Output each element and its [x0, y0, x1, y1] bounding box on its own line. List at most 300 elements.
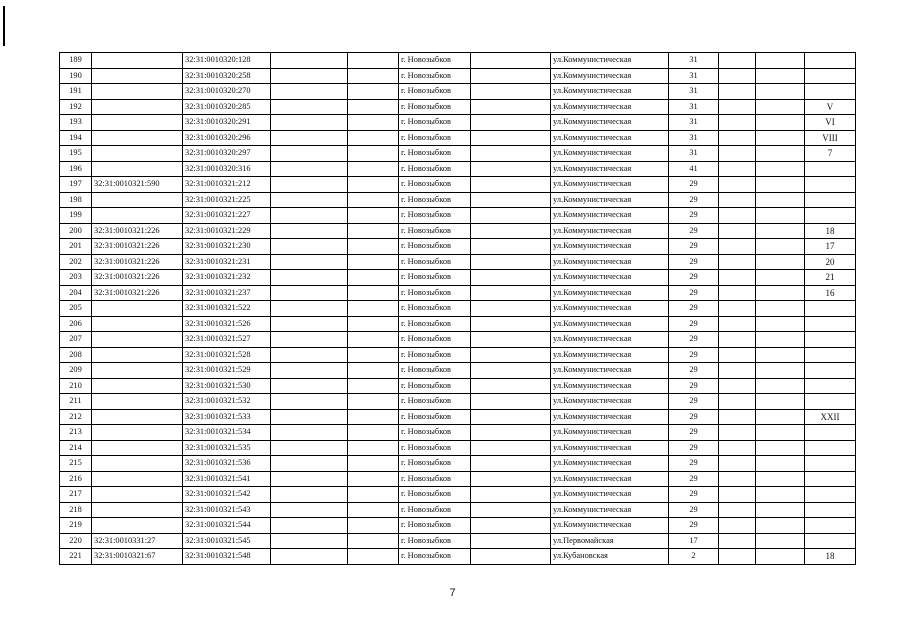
- empty-cell: [719, 487, 756, 503]
- empty-cell: [756, 425, 805, 441]
- empty-cell: [756, 394, 805, 410]
- city-cell: г. Новозыбков: [399, 99, 471, 115]
- previous-cadastral-number-cell: [92, 347, 183, 363]
- city-cell: г. Новозыбков: [399, 363, 471, 379]
- empty-cell: [271, 161, 348, 177]
- empty-cell: [348, 254, 399, 270]
- house-number-cell: 29: [669, 518, 719, 534]
- previous-cadastral-number-cell: [92, 363, 183, 379]
- row-number-cell: 191: [60, 84, 92, 100]
- city-cell: г. Новозыбков: [399, 177, 471, 193]
- premises-number-cell: [805, 301, 856, 317]
- empty-cell: [271, 518, 348, 534]
- table-row: [60, 53, 856, 69]
- premises-number-cell: [805, 192, 856, 208]
- cadastral-number-cell: 32:31:0010321:532: [183, 394, 271, 410]
- premises-number-cell: [805, 378, 856, 394]
- empty-cell: [271, 84, 348, 100]
- cadastral-number-cell: 32:31:0010321:232: [183, 270, 271, 286]
- city-cell: г. Новозыбков: [399, 440, 471, 456]
- empty-cell: [719, 363, 756, 379]
- empty-cell: [719, 332, 756, 348]
- city-cell: г. Новозыбков: [399, 409, 471, 425]
- empty-cell: [348, 68, 399, 84]
- row-number-cell: 203: [60, 270, 92, 286]
- previous-cadastral-number-cell: [92, 84, 183, 100]
- empty-cell: [348, 115, 399, 131]
- cadastral-number-cell: 32:31:0010320:128: [183, 53, 271, 69]
- empty-cell: [756, 285, 805, 301]
- empty-cell: [271, 254, 348, 270]
- house-number-cell: 29: [669, 270, 719, 286]
- empty-cell: [348, 549, 399, 565]
- cadastral-number-cell: 32:31:0010321:542: [183, 487, 271, 503]
- empty-cell: [756, 208, 805, 224]
- row-number-cell: 206: [60, 316, 92, 332]
- empty-cell: [271, 115, 348, 131]
- empty-cell: [719, 518, 756, 534]
- table-row: [60, 332, 856, 348]
- empty-cell: [348, 456, 399, 472]
- cadastral-number-cell: 32:31:0010321:543: [183, 502, 271, 518]
- cadastral-number-cell: 32:31:0010321:534: [183, 425, 271, 441]
- empty-cell: [471, 239, 551, 255]
- empty-cell: [271, 425, 348, 441]
- empty-cell: [471, 192, 551, 208]
- empty-cell: [471, 115, 551, 131]
- previous-cadastral-number-cell: [92, 146, 183, 162]
- empty-cell: [348, 239, 399, 255]
- empty-cell: [348, 208, 399, 224]
- house-number-cell: 17: [669, 533, 719, 549]
- empty-cell: [756, 440, 805, 456]
- empty-cell: [271, 208, 348, 224]
- house-number-cell: 29: [669, 487, 719, 503]
- cadastral-number-cell: 32:31:0010321:548: [183, 549, 271, 565]
- city-cell: г. Новозыбков: [399, 192, 471, 208]
- street-cell: ул.Коммунистическая: [551, 177, 669, 193]
- previous-cadastral-number-cell: [92, 161, 183, 177]
- empty-cell: [756, 502, 805, 518]
- city-cell: г. Новозыбков: [399, 53, 471, 69]
- row-number-cell: 192: [60, 99, 92, 115]
- premises-number-cell: [805, 425, 856, 441]
- empty-cell: [471, 549, 551, 565]
- premises-number-cell: 21: [805, 270, 856, 286]
- premises-number-cell: [805, 471, 856, 487]
- empty-cell: [271, 68, 348, 84]
- cadastral-number-cell: 32:31:0010321:522: [183, 301, 271, 317]
- row-number-cell: 211: [60, 394, 92, 410]
- empty-cell: [348, 285, 399, 301]
- table-row: [60, 130, 856, 146]
- empty-cell: [719, 130, 756, 146]
- empty-cell: [348, 192, 399, 208]
- city-cell: г. Новозыбков: [399, 394, 471, 410]
- previous-cadastral-number-cell: [92, 409, 183, 425]
- cadastral-number-cell: 32:31:0010321:530: [183, 378, 271, 394]
- table-row: [60, 161, 856, 177]
- empty-cell: [348, 316, 399, 332]
- empty-cell: [719, 440, 756, 456]
- city-cell: г. Новозыбков: [399, 502, 471, 518]
- house-number-cell: 29: [669, 192, 719, 208]
- cadastral-number-cell: 32:31:0010321:212: [183, 177, 271, 193]
- street-cell: ул.Коммунистическая: [551, 68, 669, 84]
- empty-cell: [719, 270, 756, 286]
- empty-cell: [719, 53, 756, 69]
- city-cell: г. Новозыбков: [399, 549, 471, 565]
- row-number-cell: 208: [60, 347, 92, 363]
- street-cell: ул.Коммунистическая: [551, 409, 669, 425]
- empty-cell: [271, 394, 348, 410]
- street-cell: ул.Первомайская: [551, 533, 669, 549]
- empty-cell: [756, 223, 805, 239]
- street-cell: ул.Коммунистическая: [551, 316, 669, 332]
- row-number-cell: 198: [60, 192, 92, 208]
- empty-cell: [271, 533, 348, 549]
- premises-number-cell: 16: [805, 285, 856, 301]
- city-cell: г. Новозыбков: [399, 332, 471, 348]
- table-row: [60, 363, 856, 379]
- empty-cell: [471, 161, 551, 177]
- previous-cadastral-number-cell: [92, 425, 183, 441]
- empty-cell: [348, 146, 399, 162]
- cadastral-number-cell: 32:31:0010320:296: [183, 130, 271, 146]
- empty-cell: [719, 254, 756, 270]
- house-number-cell: 31: [669, 99, 719, 115]
- empty-cell: [756, 99, 805, 115]
- previous-cadastral-number-cell: [92, 316, 183, 332]
- street-cell: ул.Коммунистическая: [551, 487, 669, 503]
- city-cell: г. Новозыбков: [399, 533, 471, 549]
- empty-cell: [348, 270, 399, 286]
- street-cell: ул.Коммунистическая: [551, 394, 669, 410]
- row-number-cell: 209: [60, 363, 92, 379]
- empty-cell: [348, 487, 399, 503]
- premises-number-cell: [805, 347, 856, 363]
- empty-cell: [348, 99, 399, 115]
- table-row: [60, 146, 856, 162]
- city-cell: г. Новозыбков: [399, 84, 471, 100]
- empty-cell: [719, 115, 756, 131]
- row-number-cell: 195: [60, 146, 92, 162]
- table-row: [60, 208, 856, 224]
- cadastral-number-cell: 32:31:0010321:544: [183, 518, 271, 534]
- street-cell: ул.Коммунистическая: [551, 347, 669, 363]
- premises-number-cell: [805, 363, 856, 379]
- house-number-cell: 29: [669, 177, 719, 193]
- city-cell: г. Новозыбков: [399, 425, 471, 441]
- premises-number-cell: [805, 161, 856, 177]
- premises-number-cell: [805, 68, 856, 84]
- premises-number-cell: 18: [805, 223, 856, 239]
- empty-cell: [719, 177, 756, 193]
- house-number-cell: 29: [669, 208, 719, 224]
- empty-cell: [756, 161, 805, 177]
- table-row: [60, 285, 856, 301]
- house-number-cell: 31: [669, 53, 719, 69]
- previous-cadastral-number-cell: [92, 471, 183, 487]
- house-number-cell: 29: [669, 332, 719, 348]
- empty-cell: [719, 378, 756, 394]
- house-number-cell: 29: [669, 378, 719, 394]
- street-cell: ул.Коммунистическая: [551, 301, 669, 317]
- cadastral-number-cell: 32:31:0010321:541: [183, 471, 271, 487]
- empty-cell: [719, 192, 756, 208]
- city-cell: г. Новозыбков: [399, 487, 471, 503]
- empty-cell: [348, 471, 399, 487]
- table-row: [60, 254, 856, 270]
- house-number-cell: 29: [669, 394, 719, 410]
- empty-cell: [719, 533, 756, 549]
- cadastral-number-cell: 32:31:0010321:545: [183, 533, 271, 549]
- empty-cell: [471, 347, 551, 363]
- row-number-cell: 221: [60, 549, 92, 565]
- table-row: [60, 378, 856, 394]
- previous-cadastral-number-cell: 32:31:0010321:226: [92, 223, 183, 239]
- street-cell: ул.Коммунистическая: [551, 223, 669, 239]
- empty-cell: [348, 533, 399, 549]
- empty-cell: [471, 285, 551, 301]
- previous-cadastral-number-cell: [92, 53, 183, 69]
- row-number-cell: 202: [60, 254, 92, 270]
- previous-cadastral-number-cell: [92, 68, 183, 84]
- previous-cadastral-number-cell: 32:31:0010321:226: [92, 270, 183, 286]
- empty-cell: [271, 301, 348, 317]
- house-number-cell: 31: [669, 130, 719, 146]
- empty-cell: [756, 84, 805, 100]
- empty-cell: [471, 533, 551, 549]
- empty-cell: [271, 99, 348, 115]
- previous-cadastral-number-cell: [92, 192, 183, 208]
- empty-cell: [471, 425, 551, 441]
- table-row: [60, 115, 856, 131]
- cadastral-number-cell: 32:31:0010321:535: [183, 440, 271, 456]
- empty-cell: [471, 254, 551, 270]
- row-number-cell: 193: [60, 115, 92, 131]
- empty-cell: [756, 146, 805, 162]
- street-cell: ул.Коммунистическая: [551, 192, 669, 208]
- city-cell: г. Новозыбков: [399, 208, 471, 224]
- premises-number-cell: [805, 487, 856, 503]
- empty-cell: [348, 301, 399, 317]
- street-cell: ул.Коммунистическая: [551, 440, 669, 456]
- premises-number-cell: VI: [805, 115, 856, 131]
- empty-cell: [471, 332, 551, 348]
- row-number-cell: 196: [60, 161, 92, 177]
- empty-cell: [756, 270, 805, 286]
- premises-number-cell: VIII: [805, 130, 856, 146]
- empty-cell: [756, 192, 805, 208]
- street-cell: ул.Кубановская: [551, 549, 669, 565]
- row-number-cell: 214: [60, 440, 92, 456]
- empty-cell: [348, 53, 399, 69]
- empty-cell: [471, 409, 551, 425]
- table-row: [60, 518, 856, 534]
- empty-cell: [756, 239, 805, 255]
- row-number-cell: 218: [60, 502, 92, 518]
- street-cell: ул.Коммунистическая: [551, 425, 669, 441]
- table-row: [60, 471, 856, 487]
- empty-cell: [271, 130, 348, 146]
- previous-cadastral-number-cell: 32:31:0010321:226: [92, 239, 183, 255]
- row-number-cell: 201: [60, 239, 92, 255]
- empty-cell: [756, 347, 805, 363]
- empty-cell: [471, 99, 551, 115]
- row-number-cell: 219: [60, 518, 92, 534]
- house-number-cell: 29: [669, 301, 719, 317]
- empty-cell: [348, 440, 399, 456]
- street-cell: ул.Коммунистическая: [551, 285, 669, 301]
- table-row: [60, 223, 856, 239]
- street-cell: ул.Коммунистическая: [551, 208, 669, 224]
- empty-cell: [271, 285, 348, 301]
- cadastral-number-cell: 32:31:0010320:316: [183, 161, 271, 177]
- empty-cell: [756, 549, 805, 565]
- empty-cell: [271, 409, 348, 425]
- empty-cell: [271, 316, 348, 332]
- previous-cadastral-number-cell: [92, 378, 183, 394]
- empty-cell: [271, 239, 348, 255]
- cadastral-number-cell: 32:31:0010321:237: [183, 285, 271, 301]
- empty-cell: [348, 518, 399, 534]
- street-cell: ул.Коммунистическая: [551, 254, 669, 270]
- empty-cell: [719, 146, 756, 162]
- empty-cell: [719, 409, 756, 425]
- previous-cadastral-number-cell: [92, 301, 183, 317]
- premises-number-cell: [805, 53, 856, 69]
- empty-cell: [471, 487, 551, 503]
- empty-cell: [756, 177, 805, 193]
- house-number-cell: 29: [669, 409, 719, 425]
- house-number-cell: 41: [669, 161, 719, 177]
- house-number-cell: 29: [669, 347, 719, 363]
- empty-cell: [719, 223, 756, 239]
- empty-cell: [719, 502, 756, 518]
- row-number-cell: 204: [60, 285, 92, 301]
- premises-number-cell: 20: [805, 254, 856, 270]
- street-cell: ул.Коммунистическая: [551, 84, 669, 100]
- cadastral-number-cell: 32:31:0010321:529: [183, 363, 271, 379]
- street-cell: ул.Коммунистическая: [551, 502, 669, 518]
- street-cell: ул.Коммунистическая: [551, 239, 669, 255]
- house-number-cell: 29: [669, 316, 719, 332]
- row-number-cell: 213: [60, 425, 92, 441]
- empty-cell: [756, 456, 805, 472]
- row-number-cell: 215: [60, 456, 92, 472]
- row-number-cell: 207: [60, 332, 92, 348]
- premises-number-cell: [805, 502, 856, 518]
- empty-cell: [756, 130, 805, 146]
- empty-cell: [271, 502, 348, 518]
- empty-cell: [719, 161, 756, 177]
- previous-cadastral-number-cell: [92, 130, 183, 146]
- row-number-cell: 210: [60, 378, 92, 394]
- city-cell: г. Новозыбков: [399, 115, 471, 131]
- city-cell: г. Новозыбков: [399, 518, 471, 534]
- premises-number-cell: 7: [805, 146, 856, 162]
- premises-number-cell: [805, 394, 856, 410]
- street-cell: ул.Коммунистическая: [551, 130, 669, 146]
- street-cell: ул.Коммунистическая: [551, 332, 669, 348]
- row-number-cell: 220: [60, 533, 92, 549]
- house-number-cell: 29: [669, 456, 719, 472]
- previous-cadastral-number-cell: [92, 115, 183, 131]
- street-cell: ул.Коммунистическая: [551, 146, 669, 162]
- street-cell: ул.Коммунистическая: [551, 518, 669, 534]
- empty-cell: [348, 332, 399, 348]
- table-row: [60, 533, 856, 549]
- empty-cell: [471, 518, 551, 534]
- row-number-cell: 217: [60, 487, 92, 503]
- table-row: [60, 549, 856, 565]
- premises-number-cell: [805, 208, 856, 224]
- empty-cell: [471, 53, 551, 69]
- empty-cell: [271, 192, 348, 208]
- page-margin-line: [3, 6, 5, 46]
- empty-cell: [719, 394, 756, 410]
- address-register-table: [59, 52, 856, 565]
- empty-cell: [471, 270, 551, 286]
- empty-cell: [719, 425, 756, 441]
- city-cell: г. Новозыбков: [399, 301, 471, 317]
- table-row: [60, 502, 856, 518]
- city-cell: г. Новозыбков: [399, 161, 471, 177]
- empty-cell: [756, 115, 805, 131]
- house-number-cell: 31: [669, 115, 719, 131]
- empty-cell: [719, 239, 756, 255]
- street-cell: ул.Коммунистическая: [551, 270, 669, 286]
- empty-cell: [271, 487, 348, 503]
- premises-number-cell: 17: [805, 239, 856, 255]
- street-cell: ул.Коммунистическая: [551, 161, 669, 177]
- empty-cell: [471, 378, 551, 394]
- table-row: [60, 84, 856, 100]
- city-cell: г. Новозыбков: [399, 146, 471, 162]
- previous-cadastral-number-cell: 32:31:0010321:67: [92, 549, 183, 565]
- table-row: [60, 425, 856, 441]
- empty-cell: [471, 316, 551, 332]
- empty-cell: [471, 471, 551, 487]
- empty-cell: [719, 471, 756, 487]
- table-row: [60, 440, 856, 456]
- empty-cell: [471, 394, 551, 410]
- empty-cell: [348, 363, 399, 379]
- house-number-cell: 2: [669, 549, 719, 565]
- street-cell: ул.Коммунистическая: [551, 115, 669, 131]
- premises-number-cell: [805, 518, 856, 534]
- table-row: [60, 316, 856, 332]
- empty-cell: [719, 84, 756, 100]
- house-number-cell: 29: [669, 223, 719, 239]
- city-cell: г. Новозыбков: [399, 456, 471, 472]
- house-number-cell: 31: [669, 84, 719, 100]
- street-cell: ул.Коммунистическая: [551, 378, 669, 394]
- empty-cell: [719, 316, 756, 332]
- premises-number-cell: [805, 440, 856, 456]
- empty-cell: [471, 301, 551, 317]
- house-number-cell: 29: [669, 440, 719, 456]
- premises-number-cell: [805, 177, 856, 193]
- empty-cell: [471, 68, 551, 84]
- empty-cell: [471, 502, 551, 518]
- empty-cell: [719, 301, 756, 317]
- premises-number-cell: V: [805, 99, 856, 115]
- empty-cell: [719, 456, 756, 472]
- city-cell: г. Новозыбков: [399, 285, 471, 301]
- empty-cell: [348, 378, 399, 394]
